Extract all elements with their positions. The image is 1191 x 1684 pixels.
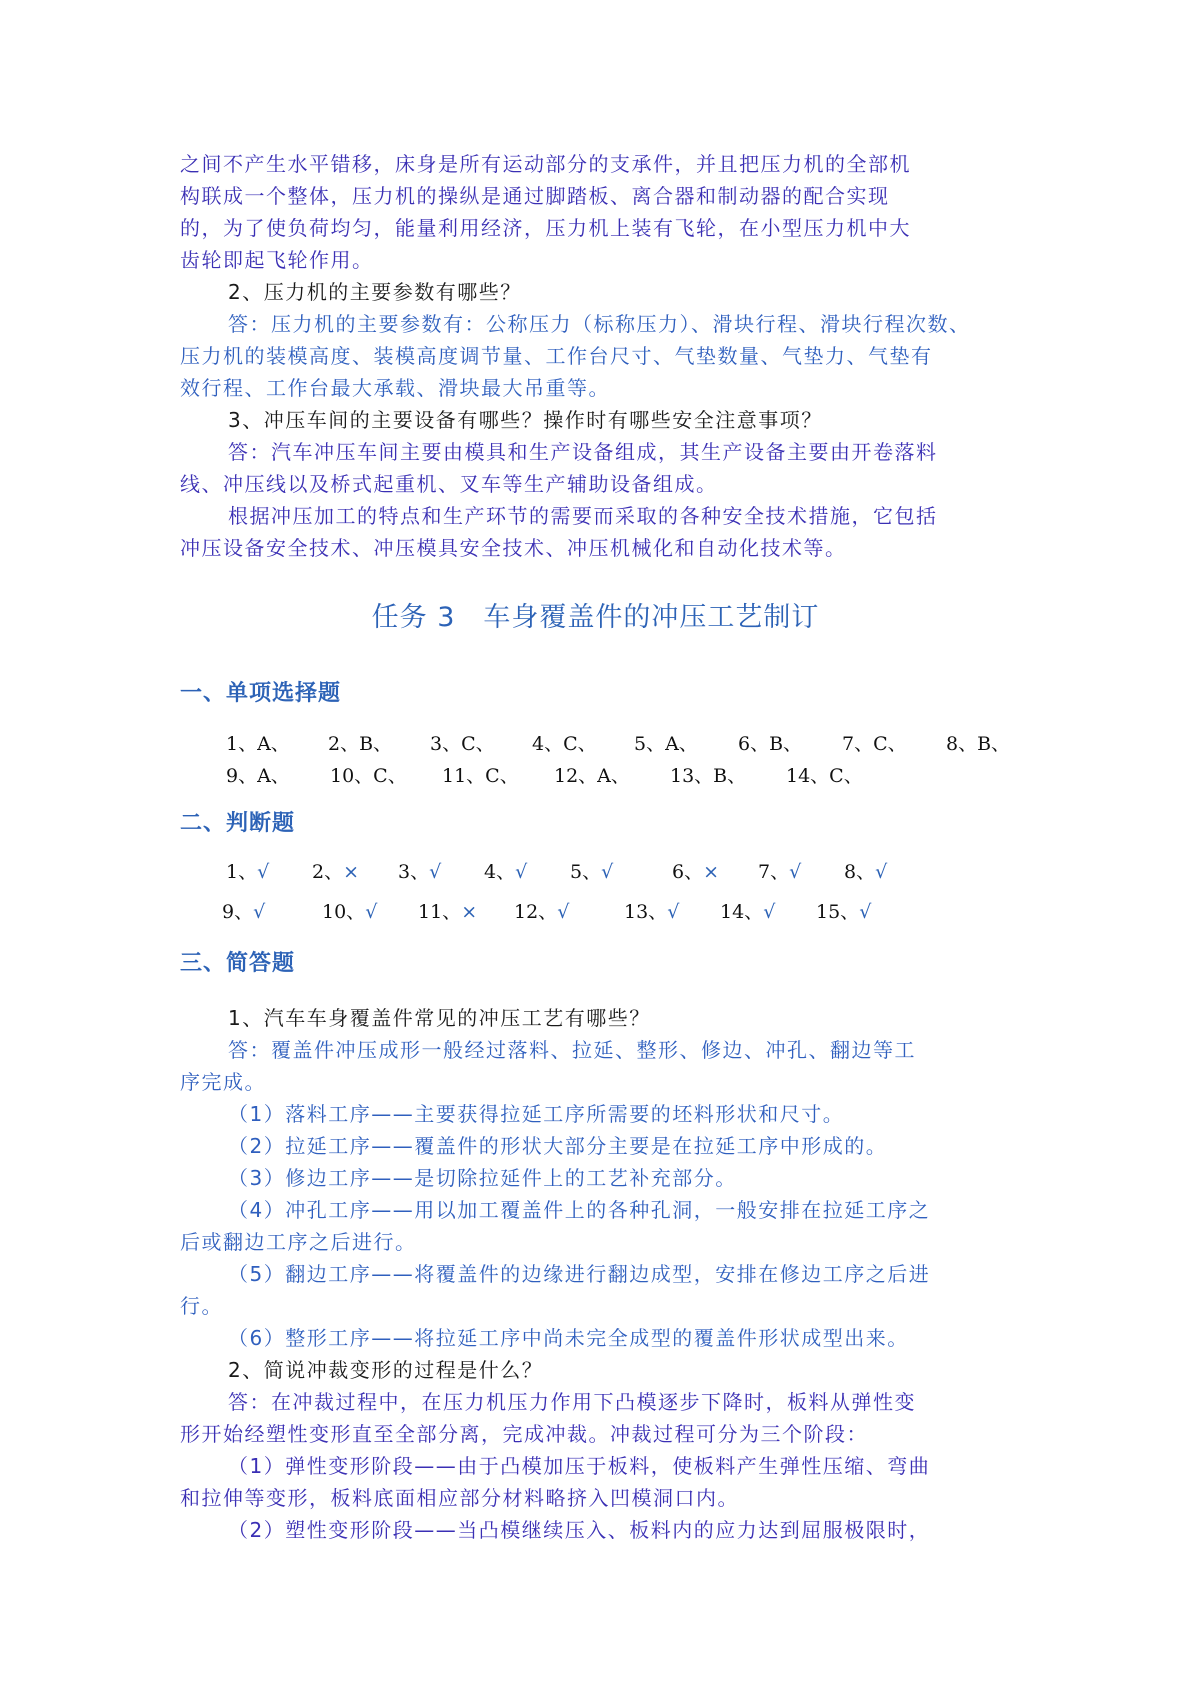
paragraph-line: 构联成一个整体，压力机的操纵是通过脚踏板、离合器和制动器的配合实现 (180, 184, 890, 208)
choice-answer: 7、C、 (842, 733, 907, 755)
choice-answer: 11、C、 (442, 765, 519, 787)
judgement-answer (226, 856, 269, 888)
answer-line: 根据冲压加工的特点和生产环节的需要而采取的各种安全技术措施，它包括 (228, 504, 938, 528)
answer-line: 线、冲压线以及桥式起重机、叉车等生产辅助设备组成。 (180, 472, 718, 496)
judgement-answer (418, 896, 477, 928)
short-question-2: 2、简说冲裁变形的过程是什么？ (228, 1358, 544, 1382)
answer-line: 形开始经塑性变形直至全部分离，完成冲裁。冲裁过程可分为三个阶段： (180, 1422, 868, 1446)
answer-line: 答：在冲裁过程中，在压力机压力作用下凸模逐步下降时，板料从弹性变 (228, 1390, 916, 1414)
choice-answer: 4、C、 (532, 733, 597, 755)
check-mark-icon: √ (253, 901, 266, 923)
choice-answer: 8、B、 (946, 733, 1011, 755)
check-mark-icon: √ (365, 901, 378, 923)
judgement-number: 14、 (720, 901, 764, 923)
list-item: （3）修边工序——是切除拉延件上的工艺补充部分。 (228, 1166, 737, 1190)
task-title: 任务 3 车身覆盖件的冲压工艺制订 (371, 602, 820, 633)
continuation-paragraph (180, 148, 1020, 276)
check-mark-icon: √ (257, 861, 270, 883)
choice-answer: 14、C、 (786, 765, 863, 787)
answer-line: 答：汽车冲压车间主要由模具和生产设备组成，其生产设备主要由开卷落料 (228, 440, 938, 464)
judgement-number: 9、 (222, 901, 254, 923)
choice-answer: 13、B、 (670, 765, 747, 787)
judgement-answer (624, 896, 679, 928)
choice-answer: 2、B、 (328, 733, 393, 755)
cross-mark-icon: × (343, 861, 360, 883)
cross-mark-icon: × (703, 861, 720, 883)
check-mark-icon: √ (667, 901, 680, 923)
judgement-number: 10、 (322, 901, 366, 923)
judgement-number: 5、 (570, 861, 602, 883)
judgement-answer (844, 856, 887, 888)
list-item: （1）弹性变形阶段——由于凸模加压于板料，使板料产生弹性压缩、弯曲 (228, 1454, 931, 1478)
choice-answer: 3、C、 (430, 733, 495, 755)
paragraph-line: 的，为了使负荷均匀，能量利用经济，压力机上装有飞轮，在小型压力机中大 (180, 216, 911, 240)
judgement-answer (672, 856, 719, 888)
question-3: 3、冲压车间的主要设备有哪些？操作时有哪些安全注意事项？ (228, 408, 823, 432)
answer-line: 效行程、工作台最大承载、滑块最大吊重等。 (180, 376, 610, 400)
question-2: 2、压力机的主要参数有哪些？ (228, 280, 522, 304)
judgement-number: 8、 (844, 861, 876, 883)
judgement-answer (484, 856, 527, 888)
short-answer-2 (180, 1386, 1020, 1546)
check-mark-icon: √ (557, 901, 570, 923)
judgement-number: 15、 (816, 901, 860, 923)
choice-answer: 12、A、 (554, 765, 630, 787)
answer-line: 序完成。 (180, 1070, 266, 1094)
judgement-answer (570, 856, 613, 888)
judgement-answer (720, 896, 775, 928)
check-mark-icon: √ (429, 861, 442, 883)
check-mark-icon: √ (875, 861, 888, 883)
section-heading-choice: 一、单项选择题 (180, 681, 342, 706)
list-item-continuation: 后或翻边工序之后进行。 (180, 1230, 417, 1254)
judgement-answer (398, 856, 441, 888)
judgement-number: 4、 (484, 861, 516, 883)
check-mark-icon: √ (763, 901, 776, 923)
judgement-number: 1、 (226, 861, 258, 883)
paragraph-line: 齿轮即起飞轮作用。 (180, 248, 374, 272)
cross-mark-icon: × (461, 901, 478, 923)
answer-line: 压力机的装模高度、装模高度调节量、工作台尺寸、气垫数量、气垫力、气垫有 (180, 344, 933, 368)
answer-line: 答：覆盖件冲压成形一般经过落料、拉延、整形、修边、冲孔、翻边等工 (228, 1038, 916, 1062)
answer-3 (180, 436, 1020, 564)
list-item: （5）翻边工序——将覆盖件的边缘进行翻边成型，安排在修边工序之后进 (228, 1262, 931, 1286)
judgement-answer (514, 896, 569, 928)
judgement-number: 13、 (624, 901, 668, 923)
list-item: （6）整形工序——将拉延工序中尚未完全成型的覆盖件形状成型出来。 (228, 1326, 909, 1350)
judgement-number: 2、 (312, 861, 344, 883)
judgement-number: 11、 (418, 901, 462, 923)
list-item: （4）冲孔工序——用以加工覆盖件上的各种孔洞，一般安排在拉延工序之 (228, 1198, 931, 1222)
judgement-answer (758, 856, 801, 888)
short-question-1: 1、汽车车身覆盖件常见的冲压工艺有哪些？ (228, 1006, 651, 1030)
short-answer-1 (180, 1034, 1020, 1354)
list-item-continuation: 行。 (180, 1294, 223, 1318)
choice-answer: 1、A、 (226, 733, 290, 755)
judgement-number: 12、 (514, 901, 558, 923)
choice-answer: 10、C、 (330, 765, 407, 787)
list-item: （2）拉延工序——覆盖件的形状大部分主要是在拉延工序中形成的。 (228, 1134, 888, 1158)
choice-answer: 6、B、 (738, 733, 803, 755)
check-mark-icon: √ (601, 861, 614, 883)
check-mark-icon: √ (515, 861, 528, 883)
list-item: （1）落料工序——主要获得拉延工序所需要的坯料形状和尺寸。 (228, 1102, 845, 1126)
judgement-answer (222, 896, 265, 928)
choice-answer: 9、A、 (226, 765, 290, 787)
list-item-continuation: 和拉伸等变形，板料底面相应部分材料略挤入凹模洞口内。 (180, 1486, 739, 1510)
judgement-answer (312, 856, 359, 888)
section-heading-judgement: 二、判断题 (180, 811, 296, 836)
choice-answer: 5、A、 (634, 733, 698, 755)
answer-2 (180, 308, 1020, 404)
judgement-answer (322, 896, 377, 928)
judgement-answer (816, 896, 871, 928)
list-item: （2）塑性变形阶段——当凸模继续压入、板料内的应力达到屈服极限时， (228, 1518, 931, 1542)
answer-line: 冲压设备安全技术、冲压模具安全技术、冲压机械化和自动化技术等。 (180, 536, 847, 560)
judgement-number: 7、 (758, 861, 790, 883)
check-mark-icon: √ (859, 901, 872, 923)
judgement-number: 3、 (398, 861, 430, 883)
answer-line: 答：压力机的主要参数有：公称压力（标称压力）、滑块行程、滑块行程次数、 (228, 312, 971, 336)
judgement-number: 6、 (672, 861, 704, 883)
check-mark-icon: √ (789, 861, 802, 883)
paragraph-line: 之间不产生水平错移，床身是所有运动部分的支承件，并且把压力机的全部机 (180, 152, 911, 176)
section-heading-short-answer: 三、简答题 (180, 951, 296, 976)
